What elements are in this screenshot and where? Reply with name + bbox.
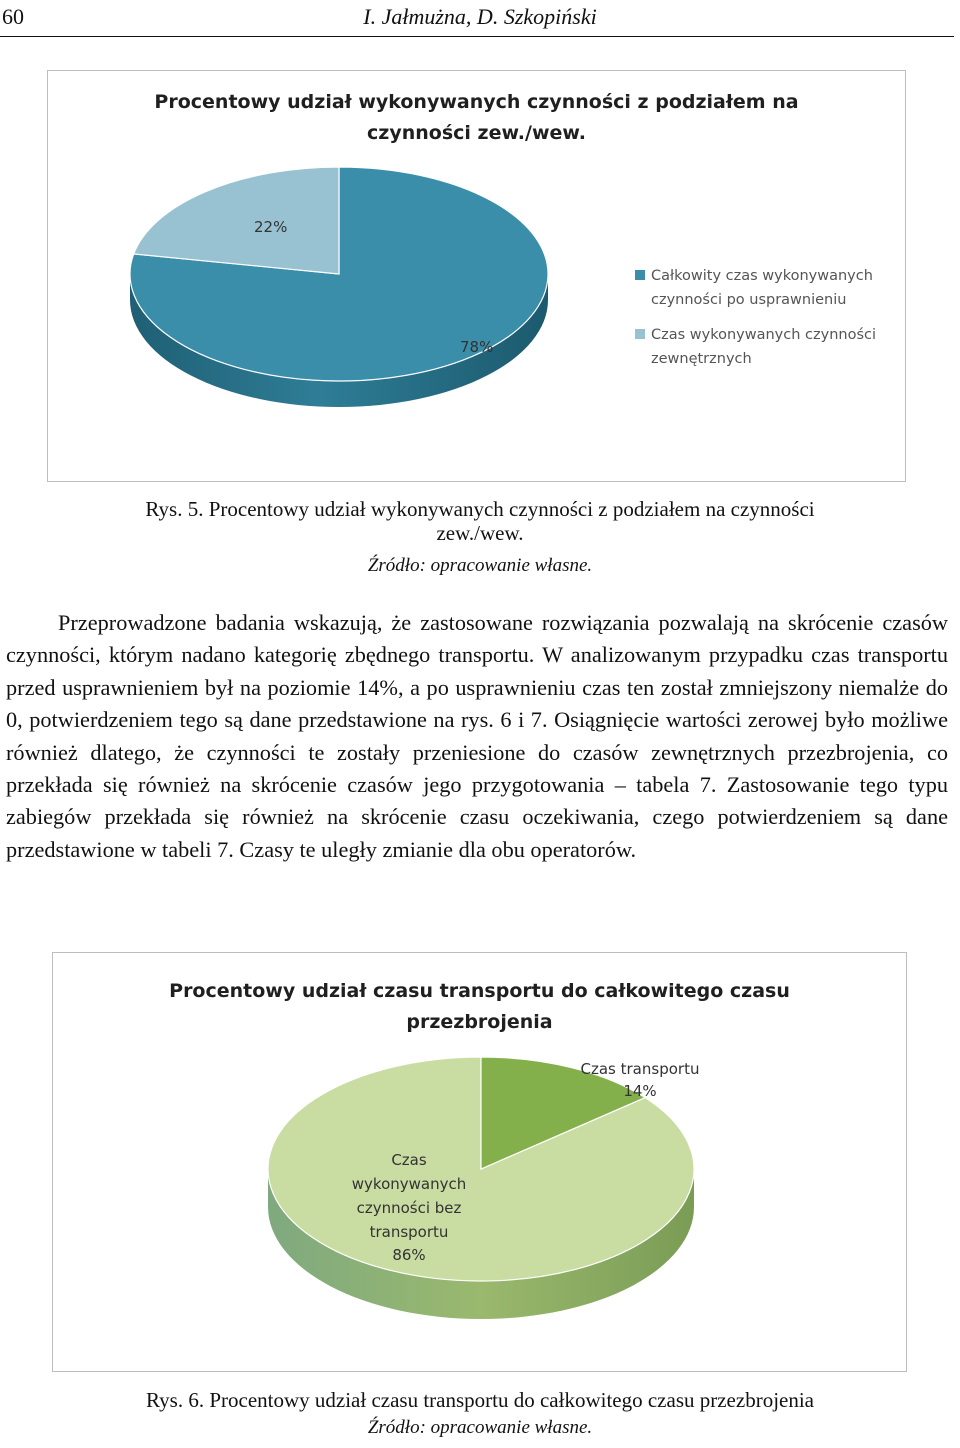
page-number: 60 (2, 4, 24, 29)
chart-2-label-main-line3: czynności bez (356, 1199, 462, 1217)
chart-2-title-line2: przezbrojenia (406, 1011, 553, 1033)
chart-1-legend-1-line1: Całkowity czas wykonywanych (651, 268, 873, 284)
chart-1-legend-swatch-2 (635, 329, 645, 339)
chart-2-svg (53, 953, 906, 1371)
chart-2-label-main-line5: 86% (392, 1246, 426, 1264)
chart-1-legend-2-line2: zewnętrznych (651, 351, 752, 367)
chart-1-title-line2: czynności zew./wew. (367, 122, 586, 144)
chart-2-label-secondary-line2: 14% (623, 1082, 657, 1100)
chart-1-legend-1-line2: czynności po usprawnieniu (651, 292, 847, 308)
chart-2-label-main-line4: transportu (369, 1223, 449, 1241)
chart-2-label-secondary-line1: Czas transportu (580, 1060, 700, 1078)
chart-1-label-main: 78% (460, 338, 494, 356)
figure-5-chart (47, 70, 906, 482)
running-head-authors: I. Jałmużna, D. Szkopiński (363, 4, 597, 29)
chart-1-legend-2-line1: Czas wykonywanych czynności (651, 327, 877, 343)
chart-1-legend-swatch-1 (635, 270, 645, 280)
body-paragraph: Przeprowadzone badania wskazują, że zastosowane rozwiązania pozwalają na skrócenie czasów czynności, którym nadano kategorię zbędnego transportu. W analizowanym przypadku czas transportu przed usprawnieniem był na poziomie 14%, a po usprawnieniu czas ten został zmniejszony niemalże do 0, potwierdzeniem tego są dane przedstawione na rys. 6 i 7. Osiągnięcie wartości zerowej było możliwe również dlatego, że czynności te zostały przeniesione do czasów zewnętrznych przezbrojenia, co przekłada się również na skrócenie czasów jego przygotowania – tabela 7. Zastosowanie tego typu zabiegów przekłada się również na skrócenie czasu oczekiwania, czego potwierdzeniem są dane przedstawione w tabeli 7. Czasy te uległy zmianie dla obu operatorów. (6, 610, 948, 862)
figure-6-chart (52, 952, 907, 1372)
chart-2-label-main-line1: Czas (391, 1151, 427, 1169)
figure-5-caption-line1: Rys. 5. Procentowy udział wykonywanych czynności z podziałem na czynności (145, 497, 815, 521)
figure-6-caption: Rys. 6. Procentowy udział czasu transportu do całkowitego czasu przezbrojenia (145, 1388, 815, 1412)
figure-5-caption-line2: zew./wew. (436, 521, 524, 545)
chart-1-label-secondary: 22% (254, 218, 288, 236)
chart-1-svg (48, 71, 905, 481)
figure-5-caption (0, 497, 960, 545)
header-rule (0, 36, 954, 37)
figure-5-source: Źródło: opracowanie własne. (367, 555, 593, 576)
figure-6-source: Źródło: opracowanie własne. (367, 1417, 593, 1438)
chart-1-title-line1: Procentowy udział wykonywanych czynności z podziałem na (154, 91, 799, 113)
chart-2-label-main-line2: wykonywanych (351, 1175, 467, 1193)
page-header (0, 0, 960, 38)
chart-2-title-line1: Procentowy udział czasu transportu do całkowitego czasu (169, 980, 790, 1002)
